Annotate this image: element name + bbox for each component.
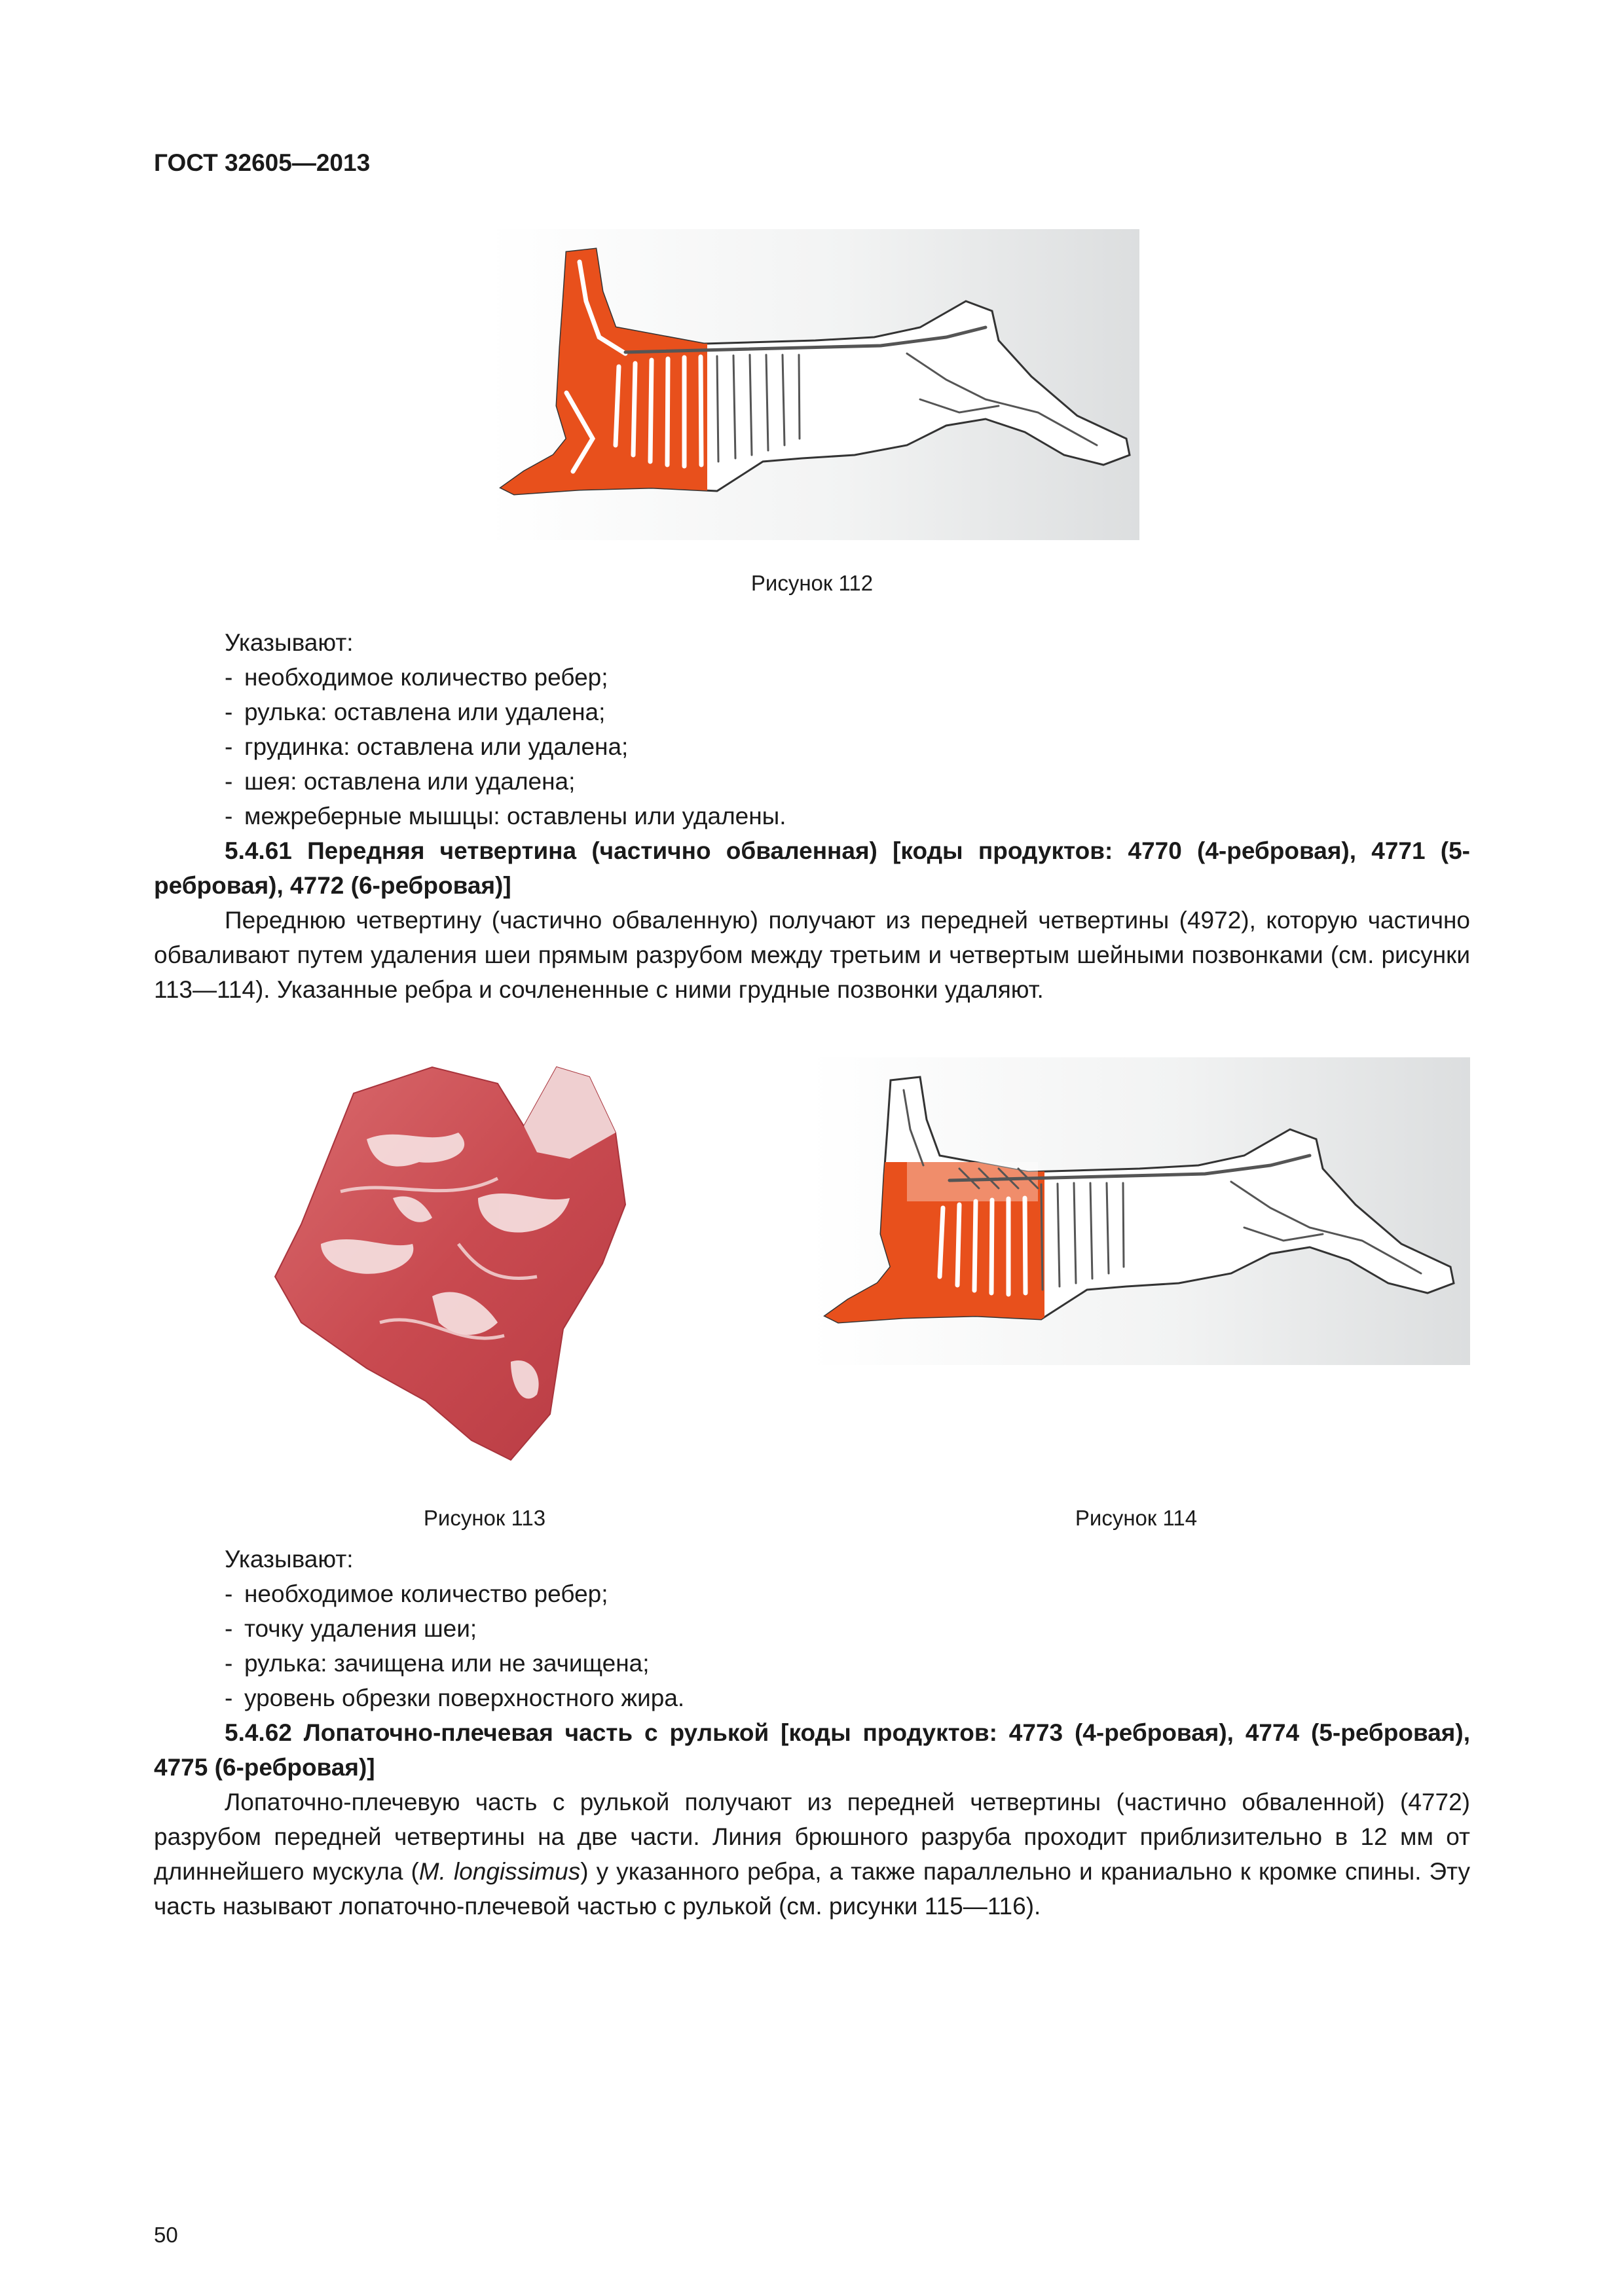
section-2-list — [154, 1576, 1470, 1715]
list-item: - точку удаления шеи; — [225, 1615, 477, 1642]
figure-113-meat-photo — [262, 1048, 681, 1493]
figure-114-caption: Рисунок 114 — [1075, 1506, 1198, 1530]
list-item: - необходимое количество ребер; — [225, 664, 608, 691]
list-item: - рулька: оставлена или удалена; — [225, 699, 606, 725]
list-item: - грудинка: оставлена или удалена; — [225, 733, 629, 760]
figure-114-carcass-diagram — [809, 1057, 1470, 1365]
list-item: - рулька: зачищена или не зачищена; — [225, 1650, 650, 1677]
section-2-intro: Указывают: — [225, 1546, 354, 1573]
figure-112-caption: Рисунок 112 — [750, 571, 874, 595]
section-2-requirements — [154, 1542, 1470, 1923]
section-5461-heading: 5.4.61 Передняя четвертина (частично обваленная) [коды продуктов: 4770 (4-ребровая), 4771 (5-ребровая), 4772 (6-ребровая)] — [154, 837, 1470, 899]
section-5462-text: Лопаточно-плечевую часть с рулькой получают из передней четвертины (частично обваленной) (4772) разрубом передней четвертины на две части. Линия брюшного разруба проходит приблизительно в 12 мм от длиннейшего мускула (M. longissimus) у указанного ребра, а также параллельно и краниально к кромке спины. Эту часть называют лопаточно-плечевой частью с рулькой (см. рисунки 115—116). — [154, 1789, 1470, 1920]
list-item: - шея: оставлена или удалена; — [225, 768, 576, 795]
carcass-diagram-partial-bone-out-icon — [809, 1057, 1470, 1365]
document-header: ГОСТ 32605—2013 — [154, 149, 371, 176]
list-item: - межреберные мышцы: оставлены или удалены. — [225, 803, 786, 829]
figure-113-caption: Рисунок 113 — [423, 1506, 546, 1530]
page-number: 50 — [154, 2223, 178, 2247]
meat-cut-photo-icon — [262, 1048, 681, 1493]
latin-muscle-name: M. longissimus — [418, 1858, 581, 1885]
list-item: - уровень обрезки поверхностного жира. — [225, 1685, 685, 1711]
list-item: - необходимое количество ребер; — [225, 1580, 608, 1607]
carcass-diagram-forequarter-highlighted-icon — [488, 229, 1139, 540]
section-5462-heading: 5.4.62 Лопаточно-плечевая часть с рулькой [коды продуктов: 4773 (4-ребровая), 4774 (5-ребровая), 4775 (6-ребровая)] — [154, 1719, 1470, 1781]
figure-112-carcass-diagram — [488, 229, 1139, 540]
section-1-intro: Указывают: — [225, 629, 354, 656]
section-5461-text: Переднюю четвертину (частично обваленную) получают из передней четвертины (4972), которую частично обваливают путем удаления шеи прямым разрубом между третьим и четвертым шейными позвонками (см. рисунки 113—114). Указанные ребра и сочлененные с ними грудные позвонки удаляют. — [154, 907, 1470, 1003]
section-1-list — [154, 660, 1470, 833]
section-1-requirements — [154, 625, 1470, 1007]
